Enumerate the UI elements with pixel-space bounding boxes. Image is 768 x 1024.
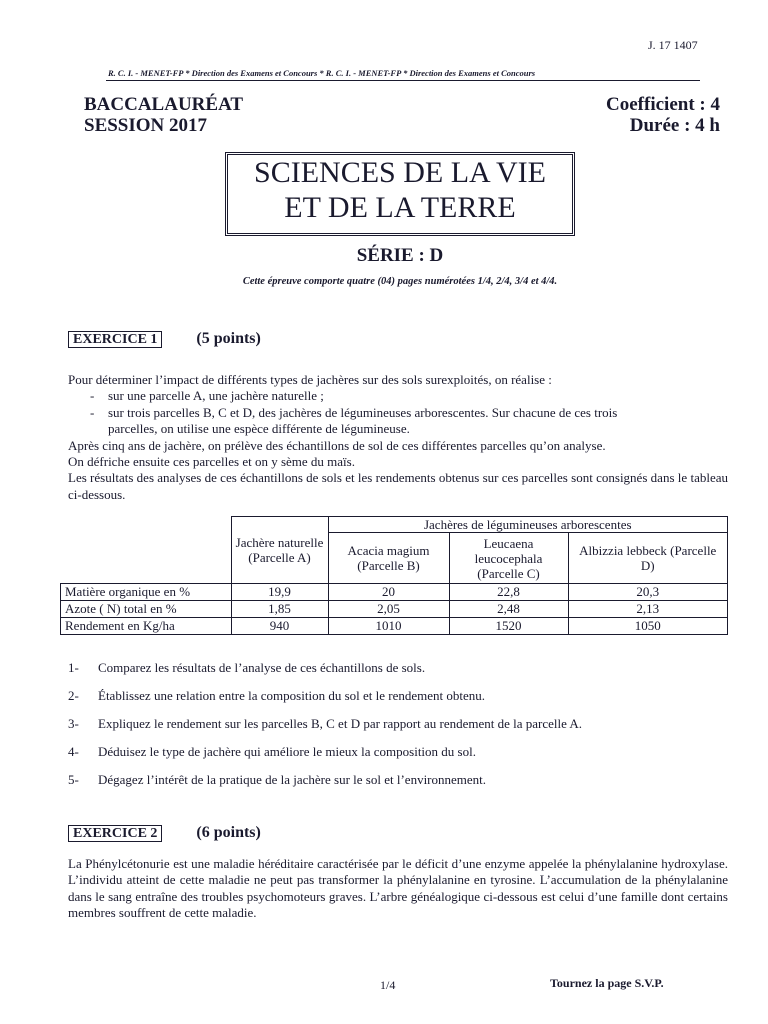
question-item: [68, 688, 485, 704]
cell-c: 2,48: [449, 601, 568, 618]
question-text: Expliquez le rendement sur les parcelles B, C et D par rapport au rendement de la parcelle A.: [98, 716, 583, 731]
question-number: 5-: [68, 772, 79, 787]
row-label: Rendement en Kg/ha: [61, 618, 232, 635]
cell-a: 1,85: [231, 601, 328, 618]
exam-name: BACCALAURÉAT: [84, 94, 244, 115]
exercise1-points: (5 points): [196, 330, 261, 347]
exercise1-heading: [68, 330, 261, 348]
table-header-row: [61, 517, 728, 533]
question-text: Établissez une relation entre la composition du sol et le rendement obtenu.: [98, 688, 485, 703]
subject-title-line2: ET DE LA TERRE: [284, 191, 516, 224]
table-row: [61, 584, 728, 601]
document-reference: J. 17 1407: [648, 38, 698, 52]
question-text: Comparez les résultats de l’analyse de ces échantillons de sols.: [98, 660, 426, 675]
col-header-d: Albizzia lebbeck (Parcelle D): [568, 533, 728, 584]
cell-d: 2,13: [568, 601, 728, 618]
results-table: [60, 516, 728, 635]
question-number: 1-: [68, 660, 79, 675]
subject-title-box: [225, 152, 575, 236]
turn-page-note: Tournez la page S.V.P.: [550, 976, 664, 990]
row-label: Azote ( N) total en %: [61, 601, 232, 618]
question-number: 3-: [68, 716, 79, 731]
exam-header-right: [560, 94, 720, 136]
col-group-header: Jachères de légumineuses arborescentes: [328, 517, 728, 533]
table-corner: [61, 517, 232, 584]
question-number: 4-: [68, 744, 79, 759]
table-row: [61, 618, 728, 635]
bullet-text: - sur une parcelle A, une jachère naturelle ;: [108, 388, 324, 404]
question-text: Dégagez l’intérêt de la pratique de la jachère sur le sol et l’environnement.: [98, 772, 487, 787]
col-header-c: Leucaena leucocephala (Parcelle C): [449, 533, 568, 584]
exercise1-bullet: [68, 388, 728, 404]
exercise2-points: (6 points): [196, 824, 261, 841]
exercise1-paragraph: Les résultats des analyses de ces échantillons de sols et les rendements obtenus sur ces parcelles sont consignés dans le tableau ci-dessous.: [68, 470, 728, 502]
exam-coefficient: Coefficient : 4: [606, 94, 720, 115]
question-item: [68, 772, 486, 788]
table-row: [61, 601, 728, 618]
cell-c: 22,8: [449, 584, 568, 601]
cell-a: 940: [231, 618, 328, 635]
question-item: [68, 716, 582, 732]
exercise1-paragraph: Après cinq ans de jachère, on prélève des échantillons de sol de ces différentes parcelles qu’on analyse.: [68, 437, 606, 453]
exercise2-statement: La Phénylcétonurie est une maladie héréditaire caractérisée par le déficit d’une enzyme appelée la phénylalanine hydroxylase. L’individu atteint de cette maladie ne peut pas transformer la phénylalanine en tyrosine. L’accumulation de la phénylalanine dans le sang entraîne des troubles psychomoteurs graves. L’arbre généalogique ci-dessous est celui d’une famille dont certains membres souffrent de cette maladie.: [68, 856, 728, 921]
exercise1-paragraph: On défriche ensuite ces parcelles et on y sème du maïs.: [68, 454, 355, 470]
bullet-text-continued: parcelles, on utilise une espèce différente de légumineuse.: [108, 421, 410, 437]
exercise2-heading: [68, 824, 261, 842]
exercise2-label: EXERCICE 2: [68, 825, 162, 842]
cell-d: 1050: [568, 618, 728, 635]
cell-c: 1520: [449, 618, 568, 635]
cell-b: 20: [328, 584, 449, 601]
cell-a: 19,9: [231, 584, 328, 601]
page-count-note: Cette épreuve comporte quatre (04) pages numérotées 1/4, 2/4, 3/4 et 4/4.: [242, 276, 558, 287]
page-number: 1/4: [380, 978, 396, 992]
subject-title-line1: SCIENCES DE LA VIE: [254, 156, 546, 189]
question-text: Déduisez le type de jachère qui améliore le mieux la composition du sol.: [98, 744, 476, 759]
exercise1-label: EXERCICE 1: [68, 331, 162, 348]
col-header-b: Acacia magium (Parcelle B): [328, 533, 449, 584]
banner-divider: [106, 80, 700, 81]
question-item: [68, 660, 425, 676]
exercise1-intro: Pour déterminer l’impact de différents types de jachères sur des sols surexploités, on réalise :: [68, 372, 552, 387]
exam-header-left: [84, 94, 243, 136]
row-label: Matière organique en %: [61, 584, 232, 601]
cell-d: 20,3: [568, 584, 728, 601]
exam-duration: Durée : 4 h: [629, 115, 720, 136]
exam-session: SESSION 2017: [84, 115, 208, 136]
cell-b: 1010: [328, 618, 449, 635]
cell-b: 2,05: [328, 601, 449, 618]
col-header-natural: Jachère naturelle (Parcelle A): [231, 517, 328, 584]
ministry-banner: R. C. I. - MENET-FP * Direction des Examens et Concours * R. C. I. - MENET-FP * Direction des Examens et Concours: [108, 68, 536, 78]
question-item: [68, 744, 476, 760]
question-number: 2-: [68, 688, 79, 703]
exercise1-statement: [68, 372, 728, 503]
bullet-text: - sur trois parcelles B, C et D, des jachères de légumineuses arborescentes. Sur chacune de ces trois: [108, 404, 618, 420]
exercise1-bullet: [68, 405, 728, 438]
series-label: SÉRIE : D: [356, 245, 444, 266]
